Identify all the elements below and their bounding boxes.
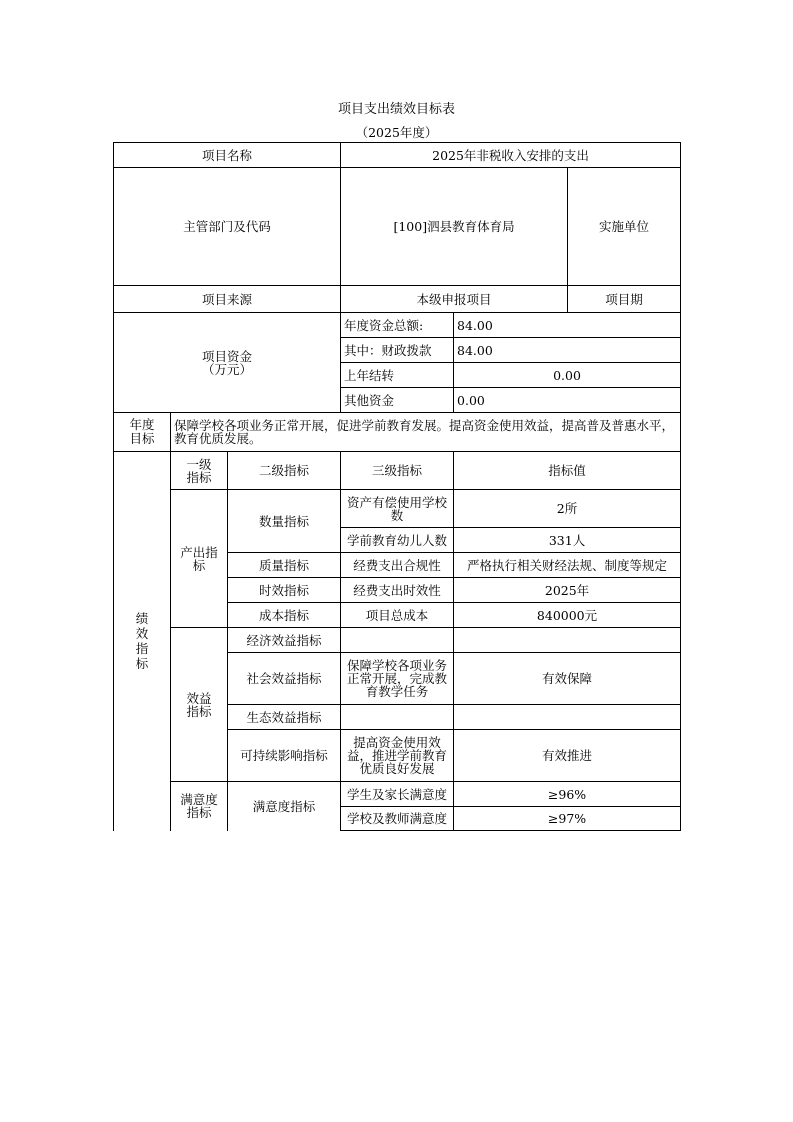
value-other: 0.00 (454, 388, 681, 413)
level2-quantity: 数量指标 (228, 490, 341, 553)
indicator-cost: 项目总成本 (341, 603, 454, 628)
level1-benefit: 效益指标 (171, 628, 228, 782)
header-value: 指标值 (454, 452, 681, 490)
label-annual-total: 年度资金总额: (341, 313, 454, 338)
value-quality: 严格执行相关财经法规、制度等规定 (454, 553, 681, 578)
value-fiscal: 84.00 (454, 338, 681, 363)
label-funds-unit: （万元） (202, 361, 253, 377)
value-timeliness: 2025年 (454, 578, 681, 603)
indicator-satisfaction-1: 学生及家长满意度 (341, 782, 454, 807)
table-year: （2025年度） (355, 125, 438, 140)
indicator-satisfaction-2: 学校及教师满意度 (341, 807, 454, 831)
value-department: [100]泗县教育体育局 (341, 168, 568, 286)
indicator-sustainable: 提高资金使用效益，推进学前教育优质良好发展 (341, 730, 454, 782)
level2-economic: 经济效益指标 (228, 628, 341, 653)
label-performance: 绩效指标 (114, 452, 171, 831)
level2-quality: 质量指标 (228, 553, 341, 578)
indicator-quantity-2: 学前教育幼儿人数 (341, 528, 454, 553)
level2-social: 社会效益指标 (228, 653, 341, 705)
label-department: 主管部门及代码 (114, 168, 341, 286)
label-funds-title: 项目资金 (202, 348, 253, 364)
label-implementer: 实施单位 (568, 168, 681, 286)
label-annual-goal: 年度目标 (114, 413, 171, 452)
header-level2: 二级指标 (228, 452, 341, 490)
value-quantity-1: 2所 (454, 490, 681, 528)
label-carryover: 上年结转 (341, 363, 454, 388)
indicator-timeliness: 经费支出时效性 (341, 578, 454, 603)
value-satisfaction-2: ≥97% (454, 807, 681, 831)
value-ecological (454, 705, 681, 730)
label-source: 项目来源 (114, 286, 341, 313)
level1-output: 产出指标 (171, 490, 228, 628)
indicator-quantity-1: 资产有偿使用学校数 (341, 490, 454, 528)
value-carryover: 0.00 (454, 363, 681, 388)
indicator-economic (341, 628, 454, 653)
value-quantity-2: 331人 (454, 528, 681, 553)
level2-sustainable: 可持续影响指标 (228, 730, 341, 782)
label-funds (114, 313, 341, 413)
indicator-social: 保障学校各项业务正常开展，完成教育教学任务 (341, 653, 454, 705)
indicator-ecological (341, 705, 454, 730)
label-other: 其他资金 (341, 388, 454, 413)
level2-ecological: 生态效益指标 (228, 705, 341, 730)
value-project-name: 2025年非税收入安排的支出 (341, 143, 681, 168)
header-level3: 三级指标 (341, 452, 454, 490)
indicator-quality: 经费支出合规性 (341, 553, 454, 578)
value-annual-total: 84.00 (454, 313, 681, 338)
value-annual-goal: 保障学校各项业务正常开展，促进学前教育发展。提高资金使用效益，提高普及普惠水平，教育优质发展。 (171, 413, 681, 452)
value-social: 有效保障 (454, 653, 681, 705)
level1-satisfaction: 满意度指标 (171, 782, 228, 831)
value-satisfaction-1: ≥96% (454, 782, 681, 807)
value-source: 本级申报项目 (341, 286, 568, 313)
performance-target-table (113, 142, 681, 831)
level2-timeliness: 时效指标 (228, 578, 341, 603)
value-cost: 840000元 (454, 603, 681, 628)
level2-satisfaction: 满意度指标 (228, 782, 341, 831)
level2-cost: 成本指标 (228, 603, 341, 628)
label-period: 项目期 (568, 286, 681, 313)
value-economic (454, 628, 681, 653)
header-level1: 一级指标 (171, 452, 228, 490)
label-project-name: 项目名称 (114, 143, 341, 168)
value-sustainable: 有效推进 (454, 730, 681, 782)
table-title: 项目支出绩效目标表 (337, 102, 455, 117)
label-fiscal: 其中：财政拨款 (341, 338, 454, 363)
